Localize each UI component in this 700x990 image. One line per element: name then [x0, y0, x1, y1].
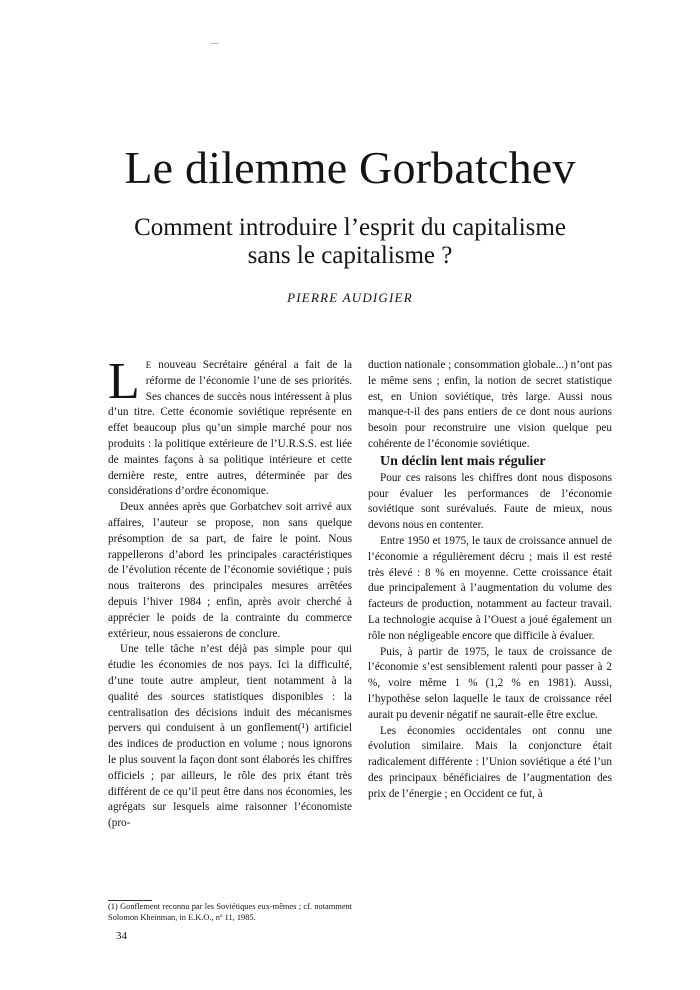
article-title: Le dilemme Gorbatchev: [124, 142, 576, 193]
paragraph-6: Puis, à partir de 1975, le taux de croissance de l’économie s’est sensiblement ralenti pour passer à 2 %, voire même 1 % (1,2 % en 1981). Aussi, l’hypothèse selon laquelle le taux de croissance réel aurait pu devenir négatif ne saurait-elle être exclue.: [368, 645, 612, 721]
drop-cap: L: [108, 353, 140, 410]
page-number: 34: [116, 930, 127, 942]
paragraph-5: Entre 1950 et 1975, le taux de croissance annuel de l’économie a régulièrement décru ; mais il est resté très élevé : 8 % en moyenne. Cette croissance était due principalement à l’augmentation du volume des facteurs de production, notamment au facteur travail. La technologie acquise à l’Ouest a joué également un rôle non négligeable encore que difficile à évaluer.: [368, 534, 612, 642]
article-author: PIERRE AUDIGIER: [287, 290, 413, 305]
paragraph-intro-text: nouveau Secrétaire général a fait de la réforme de l’économie l’une de ses priorités. Ses chances de succès nous intéressent à plus d’un titre. Cette économie soviétique représente en effet beaucoup plus qu’un simple marché pour nos produits : la politique extérieure de l’U.R.S.S. est liée de maintes façons à sa politique intérieure et cette dernière reste, entre autres, déterminée par des considérations d’ordre économique.: [108, 359, 352, 498]
subtitle-line-2: sans le capitalisme ?: [247, 242, 453, 269]
paragraph-3: Une telle tâche n’est déjà pas simple pour qui étudie les économies de nos pays. Ici la difficulté, d’une toute autre ampleur, tient notamment à la qualité des sources statistiques disponibles : la centralisation des décisions induit des mécanismes pervers qui conduisent à un gonflement(¹) artificiel des indices de production en volume ; nous ignorons le plus souvent la façon dont sont élaborés les chiffres officiels ; par ailleurs, le rôle des prix étant très différent de ce qu’il peut être dans nos économies, les agrégats sur lesquels aime raisonner l’économiste (pro-: [108, 643, 352, 830]
footnote-divider: [108, 900, 152, 901]
paragraph-continuation: duction nationale ; consommation globale...) n’ont pas le même sens ; enfin, la notion de secret statistique est, en Union soviétique, très large. Aussi nous manque-t-il des pans entiers de ce dont nous aurions besoin pour reconstruire une vision quelque peu cohérente de l’économie soviétique.: [368, 359, 612, 450]
page-mark: [210, 43, 218, 44]
right-column: [368, 358, 612, 803]
drop-cap-continuation: E: [145, 360, 152, 370]
left-column: [108, 353, 352, 832]
paragraph-2: Deux années après que Gorbatchev soit arrivé aux affaires, l’auteur se propose, non sans quelque présomption de sa part, de faire le point. Nous rappellerons d’abord les principales caractéristiques de l’évolution récente de l’économie soviétique ; puis nous traiterons des principales mesures arrêtées depuis l’hiver 1984 ; enfin, après avoir cherché à apprécier le poids de la contrainte du commerce extérieur, nous essaierons de conclure.: [108, 501, 352, 640]
subtitle-line-1: Comment introduire l’esprit du capitalisme: [134, 214, 566, 241]
paragraph-4: Pour ces raisons les chiffres dont nous disposons pour évaluer les performances de l’économie soviétique sont surévalués. Faute de mieux, nous devons nous en contenter.: [368, 471, 612, 532]
paragraph-intro: [108, 353, 352, 500]
section-heading: Un déclin lent mais régulier: [380, 453, 546, 469]
article-subtitle: [0, 214, 700, 270]
paragraph-7: Les économies occidentales ont connu une évolution similaire. Mais la conjoncture était radicalement différente : l’Union soviétique a été l’un des principaux bénéficiaires de l’augmentation des prix de l’énergie ; en Occident ce fut, à: [368, 724, 612, 800]
footnote: (1) Gonflement reconnu par les Soviétiques eux-mêmes ; cf. notamment Solomon Kheinman, in E.K.O., nº 11, 1985.: [108, 902, 352, 922]
